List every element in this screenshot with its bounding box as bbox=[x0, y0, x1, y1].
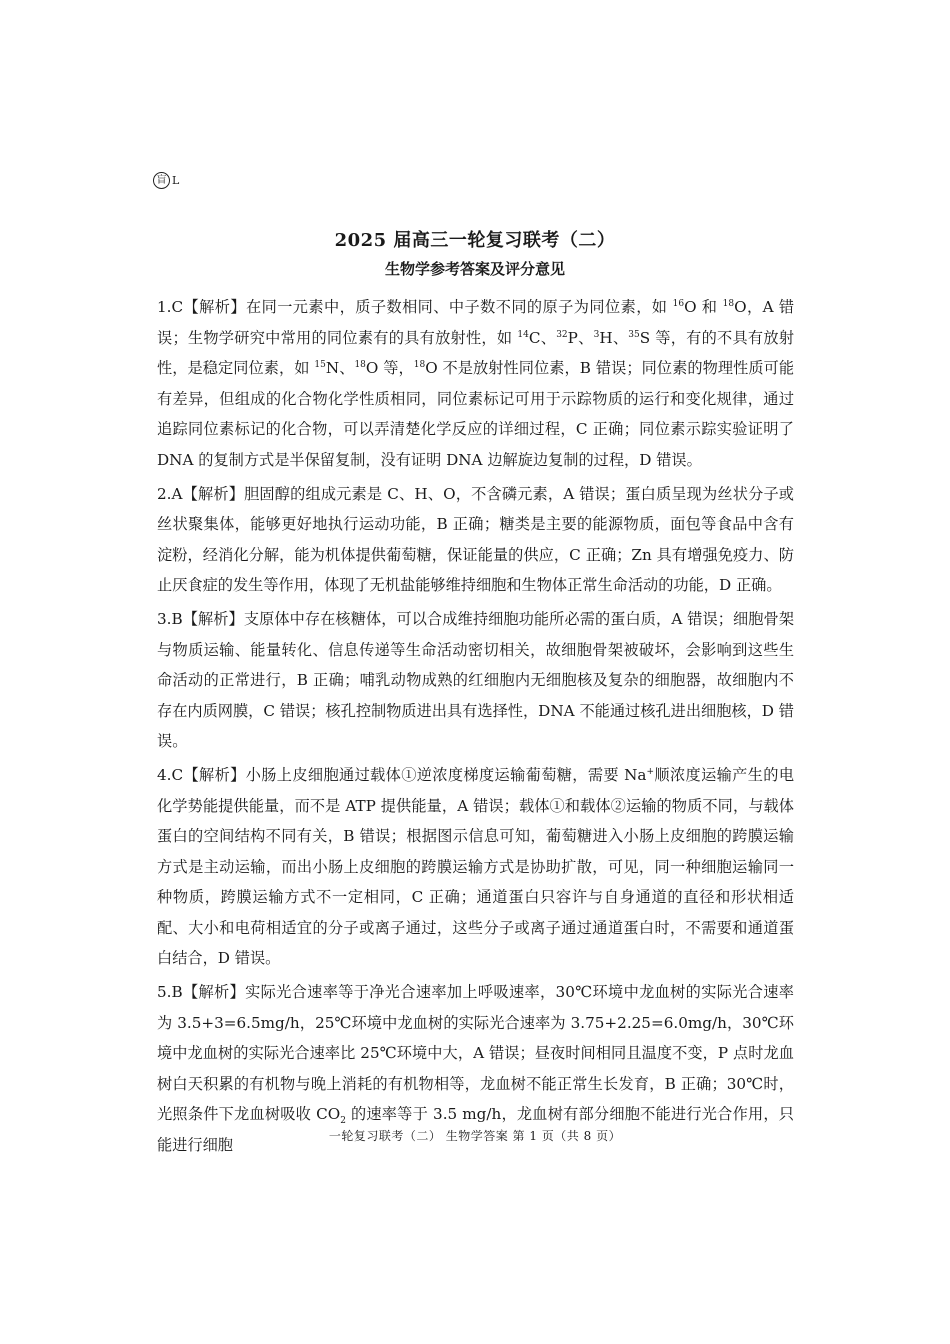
answer-text: 在同一元素中，质子数相同、中子数不同的原子为同位素，如 bbox=[245, 298, 673, 316]
ion-charge-superscript: + bbox=[646, 766, 655, 777]
answer-tag: 【解析】 bbox=[183, 765, 246, 784]
answer-text: 实际光合速率等于净光合速率加上呼吸速率，30℃环境中龙血树的实际光合速率为 3.5+3=6.5mg/h，25℃环境中龙血树的实际光合速率为 3.75+2.25=6.0mg/h，30℃环境中龙血树的实际光合速率比 25℃环境中大，A 错误；昼夜时间相同且温度不变，P 点时龙血树白天积累的有机物与晚上消耗的有机物相等，龙血树不能正常生长发育，B 正确；30℃时，光照条件下龙血树吸收 CO bbox=[157, 983, 794, 1124]
answer-text: O 不是放射性同位素，B 错误；同位素的物理性质可能有差异，但组成的化合物化学性质相同，同位素标记可用于示踪物质的运行和变化规律，通过追踪同位素标记的化合物，可以弄清楚化学反应的详细过程，C 正确；同位素示踪实验证明了 DNA 的复制方式是半保留复制，没有证明 DNA 边解旋边复制的过程，D 错误。 bbox=[157, 359, 795, 469]
answer-list bbox=[157, 292, 794, 1164]
answer-tag: 【解析】 bbox=[182, 983, 246, 1002]
corner-mark bbox=[153, 172, 179, 189]
answer-number: 3.B bbox=[157, 609, 183, 628]
isotope-superscript: 18 bbox=[722, 298, 735, 309]
answer-text: C、 bbox=[528, 328, 557, 347]
answer-number: 2.A bbox=[157, 484, 183, 503]
answer-tag: 【解析】 bbox=[183, 298, 246, 316]
answer-number: 1.C bbox=[157, 298, 184, 316]
isotope-superscript: 3 bbox=[593, 329, 600, 340]
answer-text: 支原体中存在核糖体，可以合成维持细胞功能所必需的蛋白质，A 错误；细胞骨架与物质运输、能量转化、信息传递等生命活动密切相关，故细胞骨架被破坏，会影响到这些生命活动的正常进行，B 正确；哺乳动物成熟的红细胞内无细胞核及复杂的细胞器，故细胞内不存在内质网膜，C 错误；核孔控制物质进出具有选择性，DNA 不能通过核孔进出细胞核，D 错误。 bbox=[157, 609, 795, 751]
answer-text: P、 bbox=[567, 328, 594, 347]
answer-text: N、 bbox=[325, 359, 355, 378]
answer-tag: 【解析】 bbox=[182, 484, 245, 503]
answer-text: 胆固醇的组成元素是 C、H、O，不含磷元素，A 错误；蛋白质呈现为丝状分子或丝状聚集体，能够更好地执行运动功能，B 正确；糖类是主要的能源物质，面包等食品中含有淀粉，经消化分解，能为机体提供葡萄糖，保证能量的供应，C 正确；Zn 具有增强免疫力、防止厌食症的发生等作用，体现了无机盐能够维持细胞和生物体正常生命活动的功能，D 正确。 bbox=[157, 484, 794, 595]
answer-number: 5.B bbox=[157, 983, 183, 1002]
isotope-superscript: 18 bbox=[413, 360, 426, 371]
answer-text: O 等， bbox=[365, 359, 414, 378]
answer-text: 小肠上皮细胞通过载体①逆浓度梯度运输葡萄糖，需要 Na bbox=[245, 765, 647, 784]
isotope-superscript: 16 bbox=[672, 298, 685, 309]
isotope-superscript: 35 bbox=[628, 329, 640, 340]
answer-text: H、 bbox=[599, 328, 629, 347]
answer-item-4 bbox=[157, 760, 794, 974]
answer-text: O 和 bbox=[684, 298, 723, 316]
page-title: 2025 届高三一轮复习联考（二） bbox=[334, 230, 616, 251]
formula-subscript: 2 bbox=[340, 1116, 346, 1127]
answer-text: 顺浓度运输产生的电化学势能提供能量，而不是 ATP 提供能量，A 错误；载体①和载体②运输的物质不同，与载体蛋白的空间结构不同有关，B 错误；根据图示信息可知，葡萄糖进入小肠上皮细胞的跨膜运输方式是主动运输，而出小肠上皮细胞的跨膜运输方式是协助扩散，可见，同一种细胞运输同一种物质，跨膜运输方式不一定相同，C 正确；通道蛋白只容许与自身通道的直径和形状相适配、大小和电荷相适宜的分子或离子通过，这些分子或离子通过通道蛋白时，不需要和通道蛋白结合，D 错误。 bbox=[157, 765, 795, 968]
page-footer: 一轮复习联考（二） 生物学答案 第 1 页（共 8 页） bbox=[328, 1129, 622, 1143]
answer-item-1 bbox=[157, 292, 794, 476]
page-subtitle: 生物学参考答案及评分意见 bbox=[384, 260, 565, 278]
answer-tag: 【解析】 bbox=[182, 609, 244, 628]
isotope-superscript: 32 bbox=[556, 329, 568, 340]
answer-text: 的速率等于 3.5 mg/h，龙血树有部分细胞不能进行光合作用，只能进行细胞 bbox=[157, 1105, 794, 1155]
answer-text: S 等，有的不具有放射性，是稳定同位素，如 bbox=[157, 328, 795, 378]
answer-item-2 bbox=[157, 479, 794, 601]
answer-number: 4.C bbox=[157, 765, 184, 784]
circled-character: 盲 bbox=[153, 172, 170, 189]
isotope-superscript: 14 bbox=[517, 329, 529, 340]
answer-item-3 bbox=[157, 604, 794, 757]
isotope-superscript: 15 bbox=[314, 360, 326, 371]
corner-letter: L bbox=[172, 174, 180, 187]
isotope-superscript: 18 bbox=[354, 360, 366, 371]
answer-text: O，A 错误；生物学研究中常用的同位素有的具有放射性，如 bbox=[157, 298, 795, 347]
